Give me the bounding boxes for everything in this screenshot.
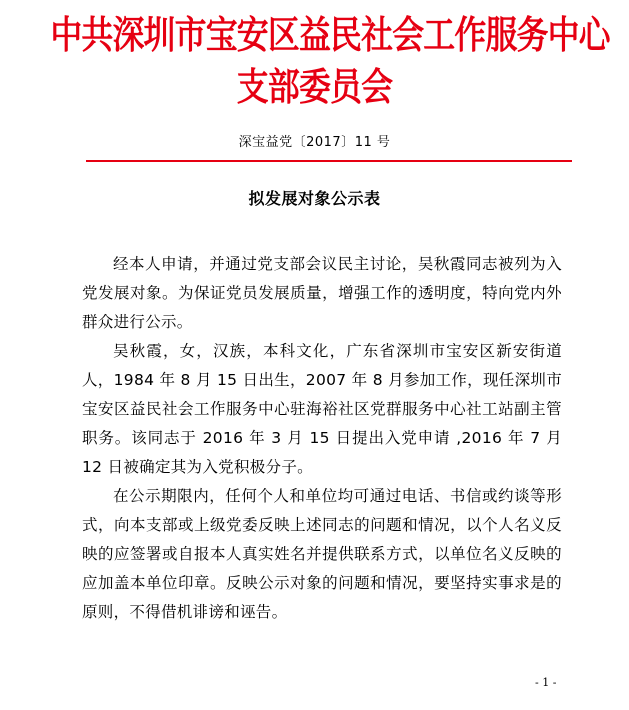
paragraph-application: 经本人申请，并通过党支部会议民主讨论，吴秋霞同志被列为入党发展对象。为保证党员发展质量，增强工作的透明度，特向党内外群众进行公示。: [82, 255, 562, 331]
organization-title-line-2: 支部委员会: [236, 64, 393, 109]
red-divider-line: [86, 160, 572, 162]
paragraph-candidate-profile: 吴秋霞，女，汉族，本科文化，广东省深圳市宝安区新安街道人，1984 年 8 月 15 日出生，2007 年 8 月参加工作，现任深圳市宝安区益民社会工作服务中心驻海裕社区党群服务中心社工站副主管职务。该同志于 2016 年 3 月 15 日提出入党申请 ,2016 年 7 月 12 日被确定其为入党积极分子。: [82, 342, 562, 476]
body-text: [82, 250, 562, 627]
page-number: - 1 -: [535, 676, 557, 689]
organization-title-line-1: 中共深圳市宝安区益民社会工作服务中心: [50, 12, 610, 57]
notice-title: 拟发展对象公示表: [248, 189, 381, 208]
document-number: 深宝益党〔2017〕11 号: [238, 135, 391, 150]
paragraph-feedback-instructions: 在公示期限内，任何个人和单位均可通过电话、书信或约谈等形式，向本支部或上级党委反映上述同志的问题和情况，以个人名义反映的应签署或自报本人真实姓名并提供联系方式，以单位名义反映的应加盖本单位印章。反映公示对象的问题和情况，要坚持实事求是的原则，不得借机诽谤和诬告。: [82, 487, 562, 621]
